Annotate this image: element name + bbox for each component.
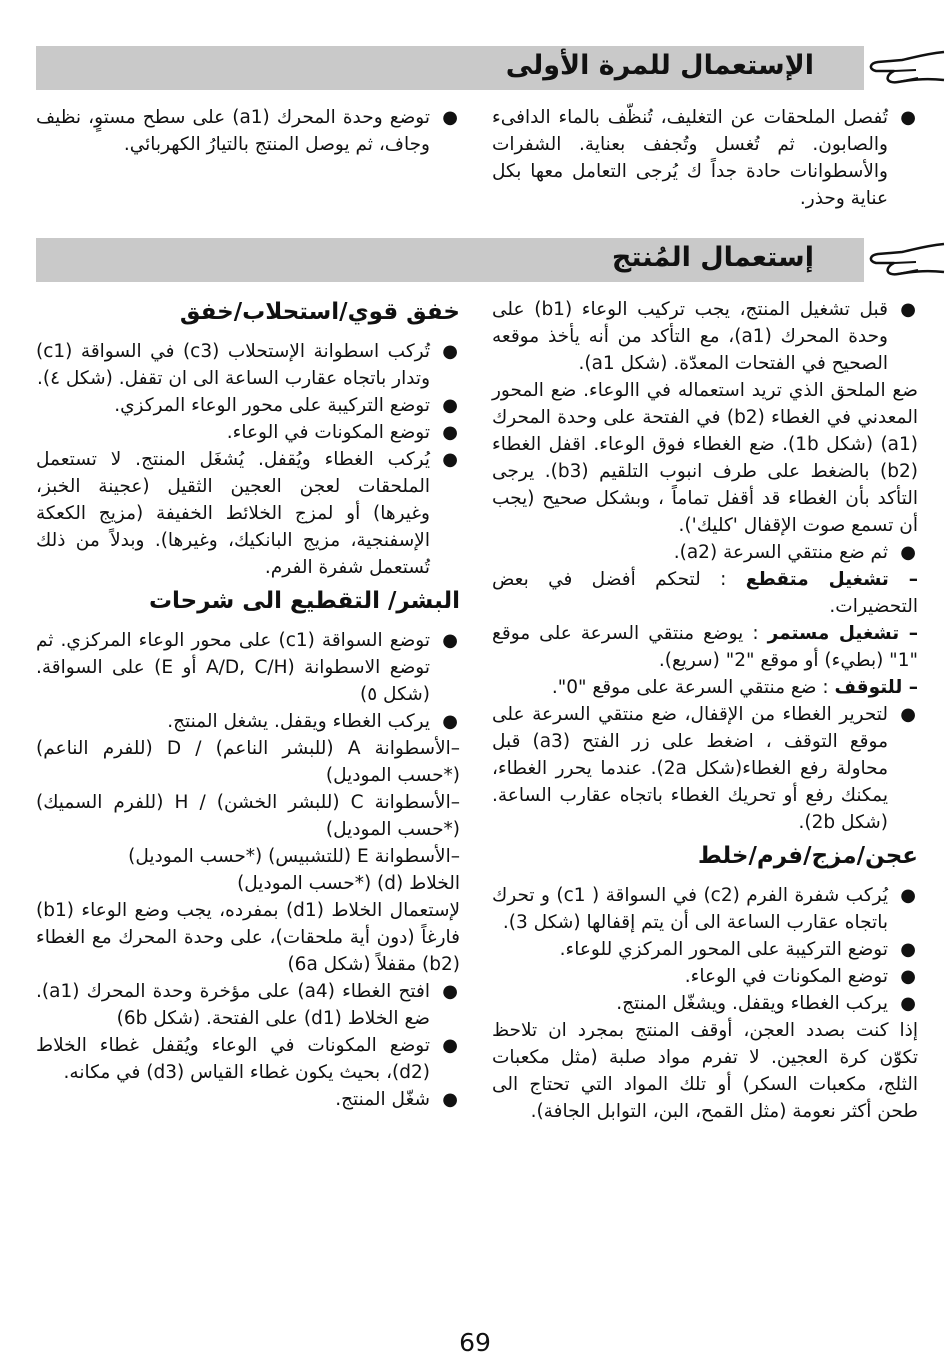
subheading-knead: عجن/مزج/فرم/خلط — [697, 843, 918, 869]
list-item — [492, 990, 918, 1017]
option-text: : يوضع منتقي السرعة على موقع "1" (بطيء) أو موقع "2" (سريع). — [492, 623, 918, 671]
speed-option-stop — [492, 674, 918, 701]
list-item-text: توضع التركيبة على المحور المركزي للوعاء. — [559, 939, 888, 960]
subheading-grate: البشر/ التقطيع الى شرحات — [148, 588, 460, 614]
first-use-text: تُفصل الملحقات عن التغليف، تُنظّف بالماء الدافىء والصابون. ثم تُغسل وتُجفف بعناية. الشفرات والأسطوانات حادة جداً ك يُرجى التعامل معها بكل عناية وحذر. — [492, 107, 888, 209]
left-column — [36, 292, 460, 1113]
bullet-icon: ● — [442, 711, 458, 732]
bullet-icon: ● — [900, 993, 916, 1014]
section-header-first-use — [36, 46, 864, 90]
subheading-whisk: خفق قوي/استحلاب/خفق — [179, 299, 460, 325]
list-item — [492, 539, 918, 566]
list-item — [36, 1032, 460, 1086]
disc-option: –الأسطوانة C (للبشر الخشن) / H (للفرم السميك) (*حسب الموديل) — [36, 792, 460, 840]
paragraph: لإستعمال الخلاط (d1) بمفرده، يجب وضع الوعاء (b1) فارغاً (دون أية ملحقات)، على وحدة المحرك مع الغطاء (b2) مقفلاً (شكل 6a) — [36, 900, 460, 975]
section-header-product-use — [36, 238, 864, 282]
page-number: 69 — [459, 1328, 491, 1357]
bullet-icon: ● — [442, 981, 458, 1002]
list-item-text: قبل تشغيل المنتج، يجب تركيب الوعاء (b1) على وحدة المحرك (a1)، مع التأكد من أنه يأخذ موقعه الصحيح في الفتحات المعدّة. (شكل a1). — [492, 299, 888, 374]
bullet-icon: ● — [442, 395, 458, 416]
paragraph: ضع الملحق الذي تريد استعماله في االوعاء. ضع المحور المعدني في الغطاء (b2) في الفتحة على وحدة المحرك (a1) (شكل 1b). ضع الغطاء فوق الوعاء. اقفل الغطاء (b2) بالضغط على طرف انبوب التلقيم (b3). يرجى التأكد بأن الغطاء قد أقفل تماماً ، وبشكل صحيح (يجب أن تسمع صوت الإقفال 'كليك'). — [492, 380, 919, 536]
first-use-text: توضع وحدة المحرك (a1) على سطح مستوٍ، نظيف وجاف، ثم يوصل المنتج بالتيارُ الكهربائي. — [36, 107, 430, 155]
list-item — [492, 296, 918, 377]
list-item-text: يركب الغطاء ويقفل. ويشغّل المنتج. — [616, 993, 888, 1014]
list-item-text: يُركب الغطاء ويُقفل. يُشغَل المنتج. لا تستعمل الملحقات لعجن العجين الثقيل (عجينة الخبز، وغيرها) أو لمزج الخلائط الخفيفة (مزيج الكعكة الإسفنجية، مزيج البانكيك، وغيرها). وبدلاً من ذلك تُستعمل شفرة الفرم. — [36, 449, 430, 578]
right-column — [492, 296, 918, 1125]
bullet-icon: ● — [900, 966, 916, 987]
bullet-icon: ● — [900, 542, 916, 563]
list-item-text: لتحرير الغطاء من الإقفال، ضع منتقي السرعة على موقع التوقف ، اضغط على زر الفتح (a3) قبل محاولة رفع الغطاء(شكل 2a). عندما يحرر الغطاء، يمكنك رفع أو تحريك الغطاء باتجاه عقارب الساعة. (شكل 2b). — [492, 704, 888, 833]
list-item — [36, 978, 460, 1032]
speed-option-continuous — [492, 620, 918, 674]
list-item — [36, 1086, 460, 1113]
list-item — [492, 963, 918, 990]
disc-option: –الأسطوانة E (للتشبيس) (*حسب الموديل) — [128, 846, 460, 867]
bullet-icon: ● — [442, 341, 458, 362]
list-item-text: توضع المكونات في الوعاء ويُقفل غطاء الخلاط (d2)، بحيث يكون غطاء القياس (d3) في مكانه. — [36, 1035, 430, 1083]
list-item-text: يركب الغطاء ويقفل. يشغل المنتج. — [167, 711, 430, 732]
list-item — [36, 392, 460, 419]
list-item — [36, 104, 460, 158]
list-item — [36, 338, 460, 392]
bullet-icon: ● — [442, 107, 458, 128]
hand-arrow-icon — [864, 234, 948, 284]
section-title: الإستعمال للمرة الأولى — [505, 50, 814, 81]
bullet-icon: ● — [442, 449, 458, 470]
list-item — [36, 708, 460, 735]
hand-arrow-icon — [864, 42, 948, 92]
list-item-text: توضع التركيبة على محور الوعاء المركزي. — [114, 395, 430, 416]
option-label: – تشغيل متقطع — [745, 569, 919, 590]
list-item — [36, 419, 460, 446]
list-item — [492, 882, 918, 936]
list-item-text: توضع المكونات في الوعاء. — [684, 966, 888, 987]
list-item-text: توضع المكونات في الوعاء. — [226, 422, 430, 443]
first-use-right-column — [492, 104, 918, 212]
bullet-icon: ● — [900, 299, 916, 320]
list-item — [492, 104, 918, 212]
option-label: – للتوقف — [834, 677, 918, 698]
bullet-icon: ● — [900, 939, 916, 960]
list-item — [36, 446, 460, 581]
paragraph: إذا كنت بصدد العجن، أوقف المنتج بمجرد ان تلاحظ تكوّن كرة العجين. لا تفرم مواد صلبة (مثل مكعبات الثلج، مكعبات السكر) أو تلك المواد التي تحتاج الى طحن أكثر نعومة (مثل القمح، البن، التوابل الجافة). — [492, 1020, 918, 1122]
bullet-icon: ● — [900, 107, 916, 128]
bullet-icon: ● — [442, 1089, 458, 1110]
option-text: : ضع منتقي السرعة على موقع "0". — [551, 677, 829, 698]
bullet-icon: ● — [900, 704, 916, 725]
list-item-text: شغّل المنتج. — [335, 1089, 430, 1110]
list-item — [492, 936, 918, 963]
bullet-icon: ● — [442, 1035, 458, 1056]
list-item — [492, 701, 918, 836]
list-item-text: ثم ضع منتقي السرعة (a2). — [673, 542, 888, 563]
first-use-left-column — [36, 104, 460, 158]
option-text: : لتحكم أفضل في بعض التحضيرات. — [492, 569, 918, 617]
option-label: – تشغيل مستمر — [767, 623, 918, 644]
list-item-text: توضع السواقة (c1) على محور الوعاء المركزي. ثم توضع الاسطوانة (A/D, C/H أو E) على السواقة. (شكل ٥) — [36, 630, 431, 705]
blender-note: الخلاط (d) (*حسب الموديل) — [237, 873, 460, 894]
disc-option: –الأسطوانة A (للبشر الناعم) / D (للفرم الناعم) (*حسب الموديل) — [36, 738, 461, 786]
section-title: إستعمال المُنتج — [611, 242, 814, 273]
bullet-icon: ● — [900, 885, 916, 906]
bullet-icon: ● — [442, 422, 458, 443]
list-item-text: يُركب شفرة الفرم (c2) في السواقة ( c1) و تحرك باتجاه عقارب الساعة الى أن يتم إقفالها (شكل 3). — [492, 885, 888, 933]
list-item-text: افتح الغطاء (a4) على مؤخرة وحدة المحرك (a1). ضع الخلاط (d1) على الفتحة. (شكل 6b) — [36, 981, 431, 1029]
speed-option-pulse — [492, 566, 918, 620]
bullet-icon: ● — [442, 630, 458, 651]
list-item — [36, 627, 460, 708]
list-item-text: تُركب اسطوانة الإستحلاب (c3) في السواقة (c1) وتدار باتجاه عقارب الساعة الى ان تقفل. (شكل ٤). — [36, 341, 430, 389]
